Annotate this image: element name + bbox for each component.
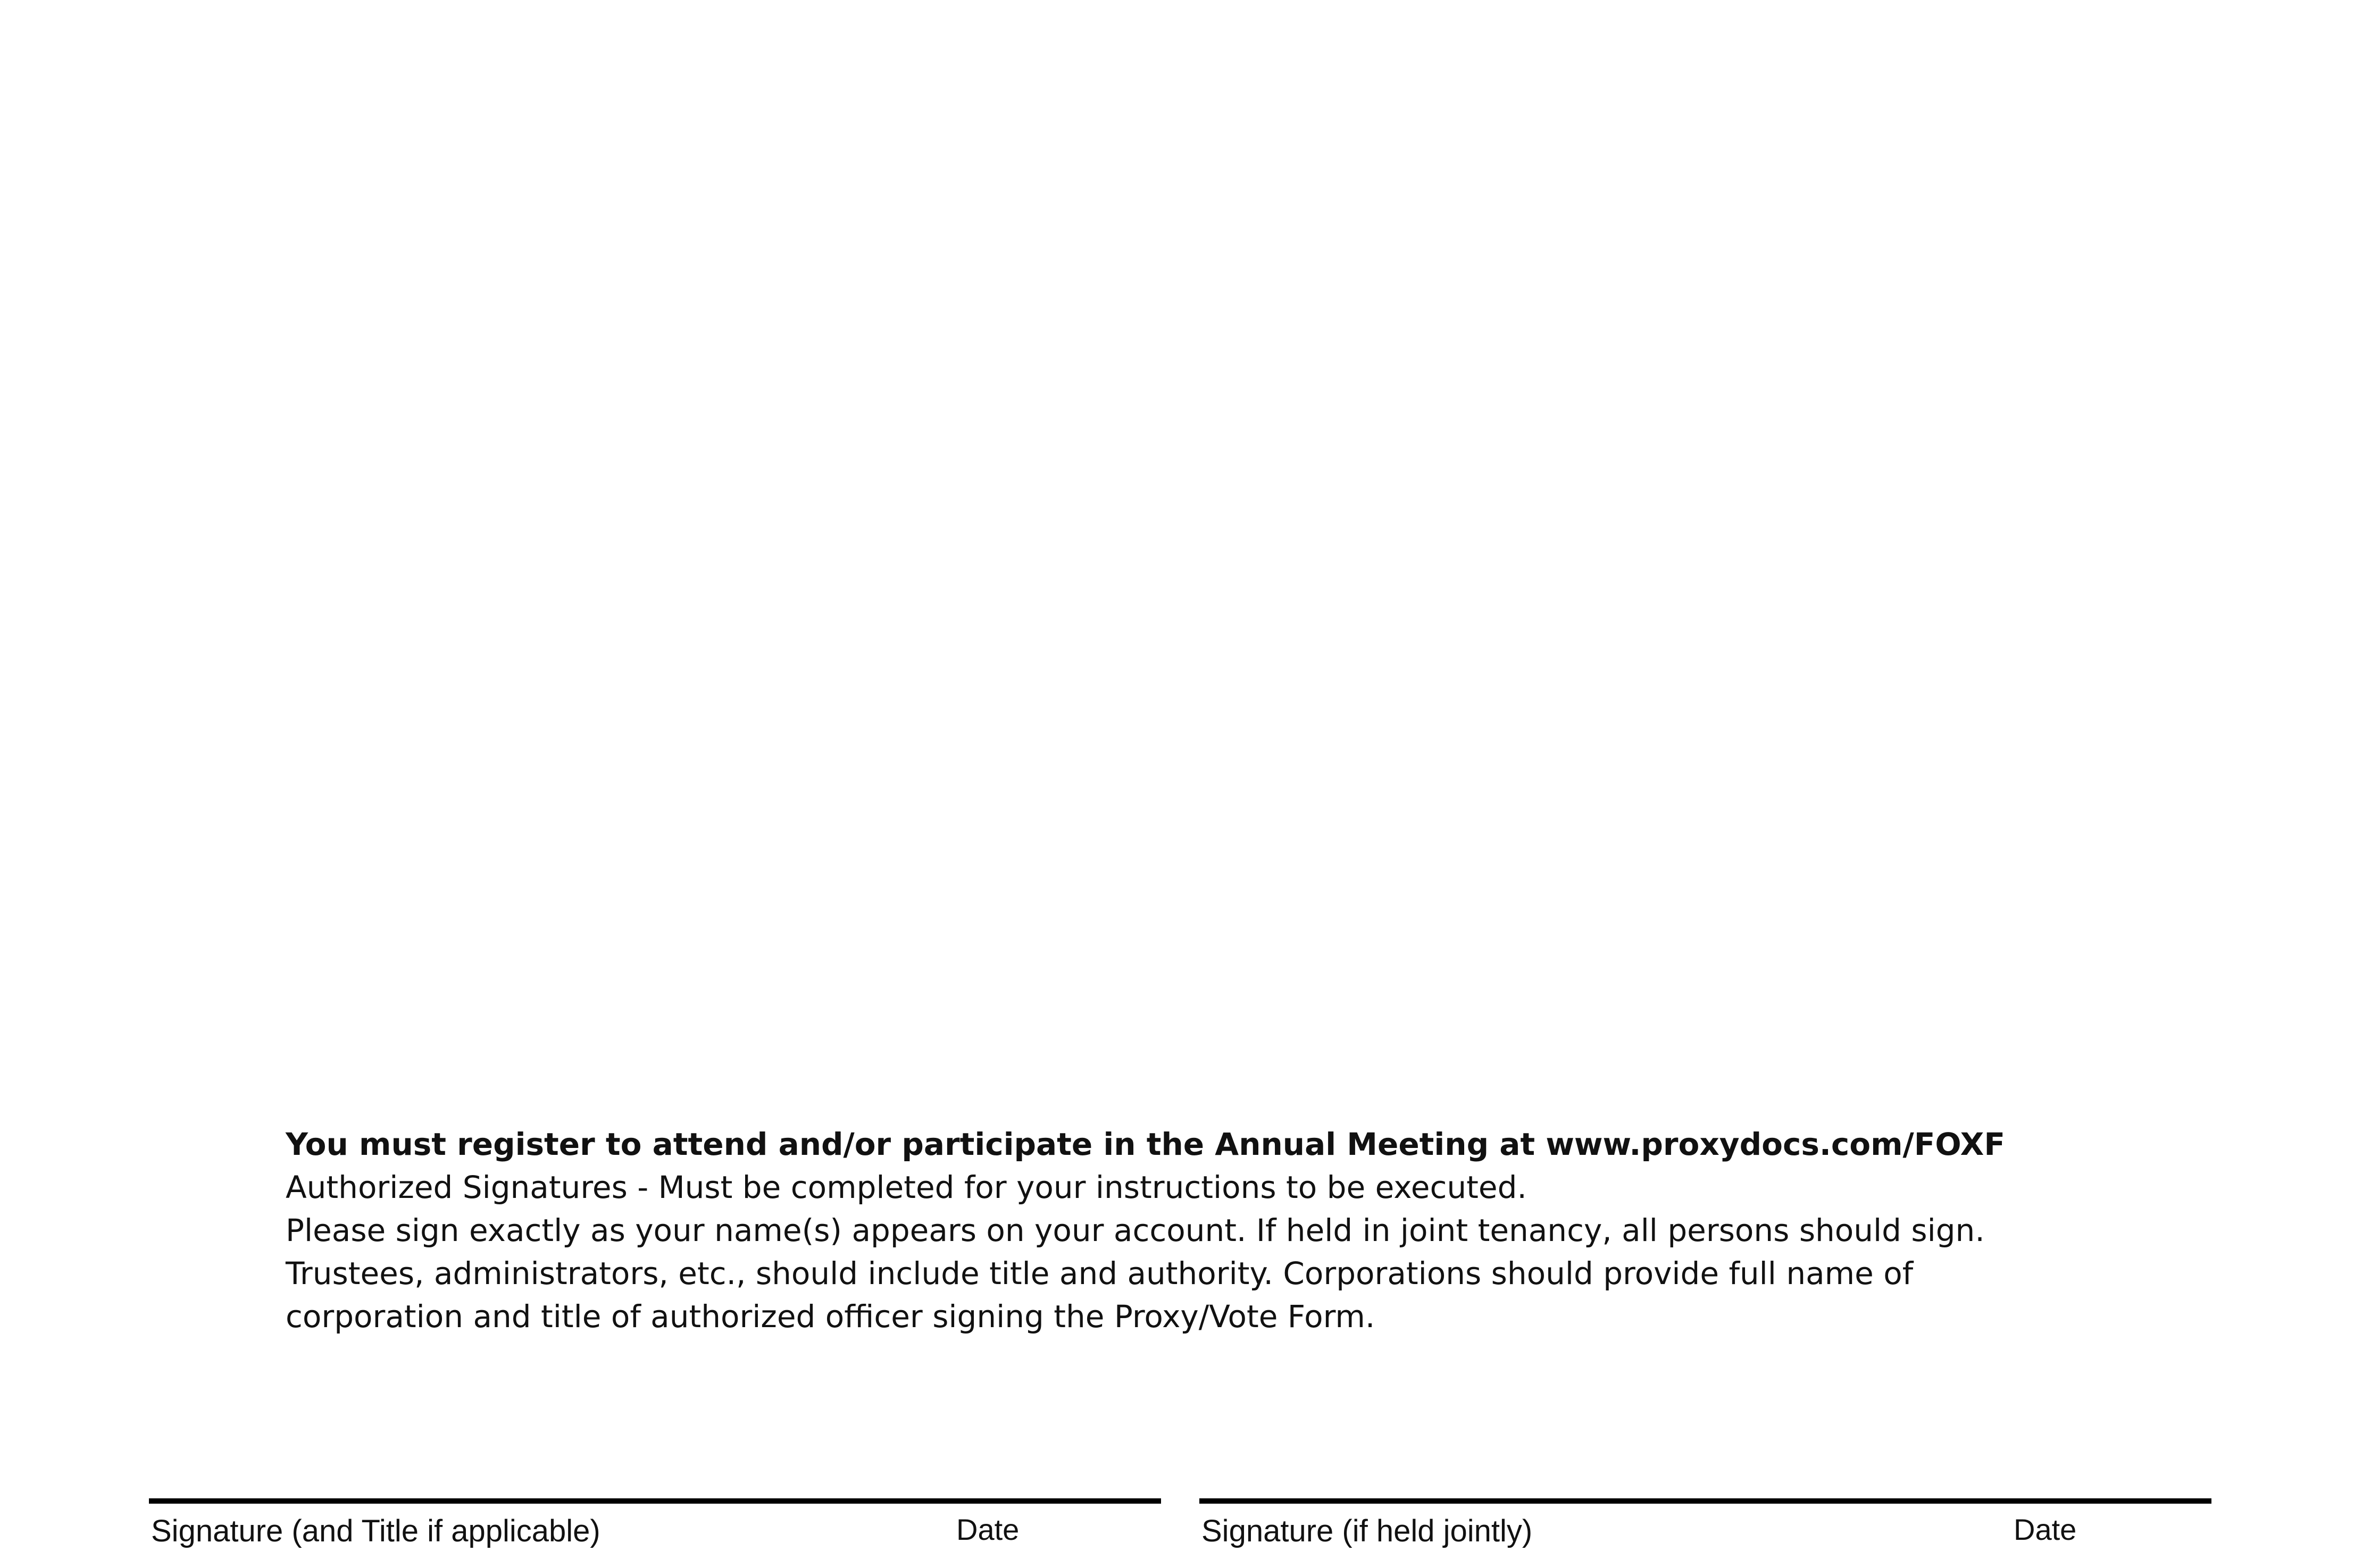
joint-signature-label: Signature (if held jointly) [1201, 1514, 1533, 1548]
joint-date-label: Date [2014, 1513, 2077, 1546]
primary-signature-field[interactable] [149, 1498, 1161, 1557]
authorized-signatures-notice: Authorized Signatures - Must be completed for your instructions to be executed. [286, 1169, 1527, 1205]
primary-signature-label: Signature (and Title if applicable) [151, 1514, 600, 1548]
signature-line [149, 1498, 1161, 1504]
signing-instructions: Please sign exactly as your name(s) appears on your account. If held in joint tenancy, all persons should sign. Trustees, administrators, etc., should include title and authority. Corporations should provide full name of corporation and title of authorized officer signing the Proxy/Vote Form. [286, 1212, 1985, 1335]
signature-instructions [286, 1123, 2094, 1338]
joint-signature-field[interactable] [1199, 1498, 2211, 1557]
signature-line [1199, 1498, 2211, 1504]
primary-date-label: Date [956, 1513, 1020, 1546]
registration-notice: You must register to attend and/or participate in the Annual Meeting at www.proxydocs.com/FOXF [286, 1126, 2005, 1162]
